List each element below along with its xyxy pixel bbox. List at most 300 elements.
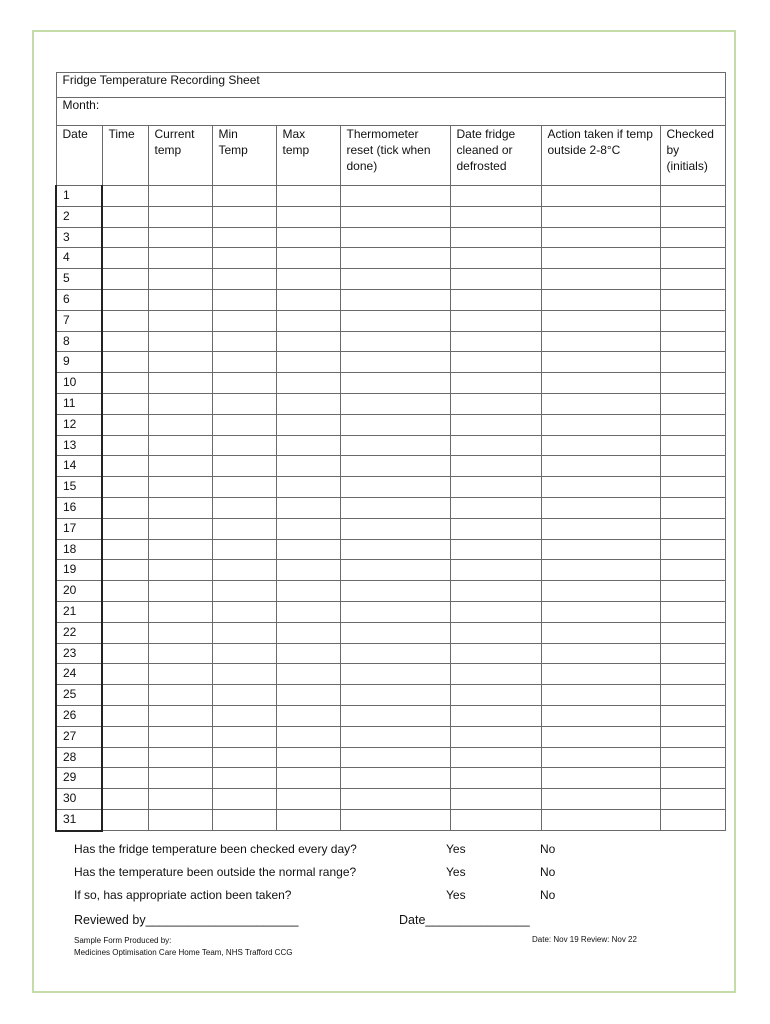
date-cleaned-cell[interactable]	[450, 206, 541, 227]
checked-by-cell[interactable]	[660, 393, 725, 414]
min-temp-cell[interactable]	[212, 186, 276, 207]
thermometer-reset-cell[interactable]	[340, 726, 450, 747]
time-cell[interactable]	[102, 414, 148, 435]
action-taken-cell[interactable]	[541, 331, 660, 352]
action-taken-cell[interactable]	[541, 352, 660, 373]
table-row	[56, 310, 725, 331]
checked-by-cell[interactable]	[660, 809, 725, 830]
time-cell[interactable]	[102, 560, 148, 581]
thermometer-reset-cell[interactable]	[340, 206, 450, 227]
question-text: Has the fridge temperature been checked every day?	[74, 842, 357, 856]
thermometer-reset-cell[interactable]	[340, 310, 450, 331]
checked-by-cell[interactable]	[660, 726, 725, 747]
date-cleaned-cell[interactable]	[450, 726, 541, 747]
min-temp-cell[interactable]	[212, 352, 276, 373]
thermometer-reset-cell[interactable]	[340, 269, 450, 290]
action-taken-cell[interactable]	[541, 789, 660, 810]
checked-by-cell[interactable]	[660, 789, 725, 810]
max-temp-cell[interactable]	[276, 622, 340, 643]
checked-by-cell[interactable]	[660, 518, 725, 539]
thermometer-reset-cell[interactable]	[340, 705, 450, 726]
max-temp-cell[interactable]	[276, 352, 340, 373]
action-taken-cell[interactable]	[541, 685, 660, 706]
min-temp-cell[interactable]	[212, 518, 276, 539]
current-temp-cell[interactable]	[148, 685, 212, 706]
checked-by-cell[interactable]	[660, 289, 725, 310]
max-temp-cell[interactable]	[276, 414, 340, 435]
date-cleaned-cell[interactable]	[450, 768, 541, 789]
min-temp-cell[interactable]	[212, 539, 276, 560]
day-number-cell: 19	[56, 560, 102, 581]
date-cleaned-cell[interactable]	[450, 747, 541, 768]
current-temp-cell[interactable]	[148, 622, 212, 643]
action-taken-cell[interactable]	[541, 310, 660, 331]
time-cell[interactable]	[102, 289, 148, 310]
current-temp-cell[interactable]	[148, 643, 212, 664]
date-cleaned-cell[interactable]	[450, 310, 541, 331]
table-row	[56, 664, 725, 685]
day-number-cell: 5	[56, 269, 102, 290]
no-option[interactable]: No	[540, 888, 556, 902]
max-temp-cell[interactable]	[276, 685, 340, 706]
max-temp-cell[interactable]	[276, 560, 340, 581]
min-temp-cell[interactable]	[212, 768, 276, 789]
table-row	[56, 186, 725, 207]
current-temp-cell[interactable]	[148, 768, 212, 789]
min-temp-cell[interactable]	[212, 227, 276, 248]
checked-by-cell[interactable]	[660, 331, 725, 352]
current-temp-cell[interactable]	[148, 789, 212, 810]
day-number-cell: 1	[56, 186, 102, 207]
time-cell[interactable]	[102, 456, 148, 477]
date-cleaned-cell[interactable]	[450, 664, 541, 685]
no-option[interactable]: No	[540, 865, 556, 879]
max-temp-cell[interactable]	[276, 664, 340, 685]
action-taken-cell[interactable]	[541, 497, 660, 518]
action-taken-cell[interactable]	[541, 705, 660, 726]
day-number-cell: 28	[56, 747, 102, 768]
thermometer-reset-cell[interactable]	[340, 497, 450, 518]
time-cell[interactable]	[102, 497, 148, 518]
day-number-cell: 9	[56, 352, 102, 373]
max-temp-cell[interactable]	[276, 456, 340, 477]
action-taken-cell[interactable]	[541, 560, 660, 581]
footer-produced-by: Sample Form Produced by:	[74, 936, 172, 945]
action-taken-cell[interactable]	[541, 269, 660, 290]
thermometer-reset-cell[interactable]	[340, 414, 450, 435]
max-temp-cell[interactable]	[276, 643, 340, 664]
action-taken-cell[interactable]	[541, 206, 660, 227]
min-temp-cell[interactable]	[212, 726, 276, 747]
action-taken-cell[interactable]	[541, 186, 660, 207]
date-cleaned-cell[interactable]	[450, 539, 541, 560]
column-header-thermometer-reset: Thermometer reset (tick when done)	[340, 126, 450, 186]
thermometer-reset-cell[interactable]	[340, 352, 450, 373]
min-temp-cell[interactable]	[212, 289, 276, 310]
date-cleaned-cell[interactable]	[450, 518, 541, 539]
thermometer-reset-cell[interactable]	[340, 435, 450, 456]
date-cleaned-cell[interactable]	[450, 331, 541, 352]
table-row	[56, 269, 725, 290]
action-taken-cell[interactable]	[541, 601, 660, 622]
time-cell[interactable]	[102, 581, 148, 602]
checked-by-cell[interactable]	[660, 664, 725, 685]
checked-by-cell[interactable]	[660, 248, 725, 269]
checked-by-cell[interactable]	[660, 560, 725, 581]
checked-by-cell[interactable]	[660, 601, 725, 622]
min-temp-cell[interactable]	[212, 206, 276, 227]
min-temp-cell[interactable]	[212, 685, 276, 706]
checked-by-cell[interactable]	[660, 206, 725, 227]
reviewed-by-line[interactable]: Reviewed by______________________	[74, 913, 299, 927]
min-temp-cell[interactable]	[212, 664, 276, 685]
checked-by-cell[interactable]	[660, 747, 725, 768]
day-number-cell: 23	[56, 643, 102, 664]
day-number-cell: 31	[56, 809, 102, 830]
question-action-taken	[74, 888, 674, 911]
min-temp-cell[interactable]	[212, 497, 276, 518]
current-temp-cell[interactable]	[148, 497, 212, 518]
thermometer-reset-cell[interactable]	[340, 393, 450, 414]
action-taken-cell[interactable]	[541, 581, 660, 602]
date-cleaned-cell[interactable]	[450, 393, 541, 414]
no-option[interactable]: No	[540, 842, 556, 856]
time-cell[interactable]	[102, 726, 148, 747]
current-temp-cell[interactable]	[148, 456, 212, 477]
max-temp-cell[interactable]	[276, 601, 340, 622]
current-temp-cell[interactable]	[148, 809, 212, 830]
date-cleaned-cell[interactable]	[450, 581, 541, 602]
max-temp-cell[interactable]	[276, 477, 340, 498]
review-date-line[interactable]: Date_______________	[399, 913, 530, 927]
column-header-checked-by: Checked by (initials)	[660, 126, 725, 186]
yes-option[interactable]: Yes	[446, 865, 466, 879]
current-temp-cell[interactable]	[148, 435, 212, 456]
time-cell[interactable]	[102, 643, 148, 664]
recording-sheet	[55, 72, 724, 832]
table-row	[56, 477, 725, 498]
date-cleaned-cell[interactable]	[450, 289, 541, 310]
action-taken-cell[interactable]	[541, 768, 660, 789]
time-cell[interactable]	[102, 789, 148, 810]
checked-by-cell[interactable]	[660, 227, 725, 248]
max-temp-cell[interactable]	[276, 227, 340, 248]
column-header-time: Time	[102, 126, 148, 186]
thermometer-reset-cell[interactable]	[340, 685, 450, 706]
current-temp-cell[interactable]	[148, 206, 212, 227]
time-cell[interactable]	[102, 331, 148, 352]
day-number-cell: 27	[56, 726, 102, 747]
time-cell[interactable]	[102, 705, 148, 726]
min-temp-cell[interactable]	[212, 789, 276, 810]
current-temp-cell[interactable]	[148, 705, 212, 726]
review-questions	[74, 842, 674, 911]
action-taken-cell[interactable]	[541, 726, 660, 747]
max-temp-cell[interactable]	[276, 768, 340, 789]
date-cleaned-cell[interactable]	[450, 248, 541, 269]
action-taken-cell[interactable]	[541, 227, 660, 248]
action-taken-cell[interactable]	[541, 289, 660, 310]
table-row	[56, 622, 725, 643]
thermometer-reset-cell[interactable]	[340, 477, 450, 498]
date-cleaned-cell[interactable]	[450, 414, 541, 435]
thermometer-reset-cell[interactable]	[340, 643, 450, 664]
thermometer-reset-cell[interactable]	[340, 248, 450, 269]
max-temp-cell[interactable]	[276, 248, 340, 269]
day-number-cell: 7	[56, 310, 102, 331]
action-taken-cell[interactable]	[541, 456, 660, 477]
action-taken-cell[interactable]	[541, 373, 660, 394]
min-temp-cell[interactable]	[212, 643, 276, 664]
current-temp-cell[interactable]	[148, 227, 212, 248]
current-temp-cell[interactable]	[148, 352, 212, 373]
max-temp-cell[interactable]	[276, 186, 340, 207]
min-temp-cell[interactable]	[212, 809, 276, 830]
yes-option[interactable]: Yes	[446, 888, 466, 902]
min-temp-cell[interactable]	[212, 560, 276, 581]
column-header-row	[56, 126, 725, 186]
time-cell[interactable]	[102, 393, 148, 414]
thermometer-reset-cell[interactable]	[340, 789, 450, 810]
table-row	[56, 352, 725, 373]
current-temp-cell[interactable]	[148, 393, 212, 414]
time-cell[interactable]	[102, 664, 148, 685]
current-temp-cell[interactable]	[148, 601, 212, 622]
max-temp-cell[interactable]	[276, 435, 340, 456]
thermometer-reset-cell[interactable]	[340, 539, 450, 560]
checked-by-cell[interactable]	[660, 477, 725, 498]
current-temp-cell[interactable]	[148, 373, 212, 394]
date-cleaned-cell[interactable]	[450, 789, 541, 810]
max-temp-cell[interactable]	[276, 726, 340, 747]
thermometer-reset-cell[interactable]	[340, 560, 450, 581]
date-cleaned-cell[interactable]	[450, 477, 541, 498]
time-cell[interactable]	[102, 435, 148, 456]
current-temp-cell[interactable]	[148, 414, 212, 435]
date-cleaned-cell[interactable]	[450, 269, 541, 290]
max-temp-cell[interactable]	[276, 373, 340, 394]
date-cleaned-cell[interactable]	[450, 809, 541, 830]
time-cell[interactable]	[102, 310, 148, 331]
thermometer-reset-cell[interactable]	[340, 331, 450, 352]
action-taken-cell[interactable]	[541, 248, 660, 269]
max-temp-cell[interactable]	[276, 705, 340, 726]
max-temp-cell[interactable]	[276, 809, 340, 830]
max-temp-cell[interactable]	[276, 206, 340, 227]
thermometer-reset-cell[interactable]	[340, 664, 450, 685]
current-temp-cell[interactable]	[148, 581, 212, 602]
date-cleaned-cell[interactable]	[450, 705, 541, 726]
current-temp-cell[interactable]	[148, 186, 212, 207]
action-taken-cell[interactable]	[541, 622, 660, 643]
time-cell[interactable]	[102, 601, 148, 622]
max-temp-cell[interactable]	[276, 581, 340, 602]
min-temp-cell[interactable]	[212, 477, 276, 498]
max-temp-cell[interactable]	[276, 331, 340, 352]
max-temp-cell[interactable]	[276, 269, 340, 290]
thermometer-reset-cell[interactable]	[340, 456, 450, 477]
min-temp-cell[interactable]	[212, 456, 276, 477]
min-temp-cell[interactable]	[212, 248, 276, 269]
day-number-cell: 24	[56, 664, 102, 685]
thermometer-reset-cell[interactable]	[340, 518, 450, 539]
checked-by-cell[interactable]	[660, 352, 725, 373]
min-temp-cell[interactable]	[212, 705, 276, 726]
min-temp-cell[interactable]	[212, 747, 276, 768]
checked-by-cell[interactable]	[660, 539, 725, 560]
column-header-date: Date	[56, 126, 102, 186]
checked-by-cell[interactable]	[660, 643, 725, 664]
date-cleaned-cell[interactable]	[450, 352, 541, 373]
time-cell[interactable]	[102, 186, 148, 207]
current-temp-cell[interactable]	[148, 289, 212, 310]
max-temp-cell[interactable]	[276, 747, 340, 768]
time-cell[interactable]	[102, 622, 148, 643]
time-cell[interactable]	[102, 685, 148, 706]
table-row	[56, 789, 725, 810]
min-temp-cell[interactable]	[212, 331, 276, 352]
current-temp-cell[interactable]	[148, 518, 212, 539]
time-cell[interactable]	[102, 352, 148, 373]
checked-by-cell[interactable]	[660, 414, 725, 435]
day-number-cell: 4	[56, 248, 102, 269]
thermometer-reset-cell[interactable]	[340, 581, 450, 602]
min-temp-cell[interactable]	[212, 622, 276, 643]
checked-by-cell[interactable]	[660, 269, 725, 290]
checked-by-cell[interactable]	[660, 373, 725, 394]
thermometer-reset-cell[interactable]	[340, 289, 450, 310]
yes-option[interactable]: Yes	[446, 842, 466, 856]
checked-by-cell[interactable]	[660, 310, 725, 331]
time-cell[interactable]	[102, 269, 148, 290]
thermometer-reset-cell[interactable]	[340, 747, 450, 768]
min-temp-cell[interactable]	[212, 601, 276, 622]
min-temp-cell[interactable]	[212, 414, 276, 435]
time-cell[interactable]	[102, 206, 148, 227]
checked-by-cell[interactable]	[660, 768, 725, 789]
action-taken-cell[interactable]	[541, 643, 660, 664]
date-cleaned-cell[interactable]	[450, 186, 541, 207]
table-row	[56, 809, 725, 830]
date-cleaned-cell[interactable]	[450, 373, 541, 394]
time-cell[interactable]	[102, 768, 148, 789]
max-temp-cell[interactable]	[276, 789, 340, 810]
table-row	[56, 747, 725, 768]
max-temp-cell[interactable]	[276, 393, 340, 414]
column-header-current-temp: Current temp	[148, 126, 212, 186]
day-number-cell: 26	[56, 705, 102, 726]
date-cleaned-cell[interactable]	[450, 643, 541, 664]
time-cell[interactable]	[102, 248, 148, 269]
current-temp-cell[interactable]	[148, 747, 212, 768]
table-row	[56, 393, 725, 414]
max-temp-cell[interactable]	[276, 289, 340, 310]
action-taken-cell[interactable]	[541, 414, 660, 435]
thermometer-reset-cell[interactable]	[340, 227, 450, 248]
table-row	[56, 414, 725, 435]
action-taken-cell[interactable]	[541, 477, 660, 498]
date-cleaned-cell[interactable]	[450, 456, 541, 477]
min-temp-cell[interactable]	[212, 581, 276, 602]
thermometer-reset-cell[interactable]	[340, 601, 450, 622]
time-cell[interactable]	[102, 477, 148, 498]
action-taken-cell[interactable]	[541, 747, 660, 768]
min-temp-cell[interactable]	[212, 393, 276, 414]
month-field[interactable]: Month:	[56, 98, 725, 126]
action-taken-cell[interactable]	[541, 518, 660, 539]
action-taken-cell[interactable]	[541, 809, 660, 830]
current-temp-cell[interactable]	[148, 269, 212, 290]
time-cell[interactable]	[102, 227, 148, 248]
table-row	[56, 435, 725, 456]
max-temp-cell[interactable]	[276, 539, 340, 560]
current-temp-cell[interactable]	[148, 248, 212, 269]
action-taken-cell[interactable]	[541, 664, 660, 685]
table-row	[56, 456, 725, 477]
action-taken-cell[interactable]	[541, 393, 660, 414]
date-cleaned-cell[interactable]	[450, 435, 541, 456]
thermometer-reset-cell[interactable]	[340, 186, 450, 207]
time-cell[interactable]	[102, 539, 148, 560]
min-temp-cell[interactable]	[212, 310, 276, 331]
current-temp-cell[interactable]	[148, 477, 212, 498]
thermometer-reset-cell[interactable]	[340, 809, 450, 830]
current-temp-cell[interactable]	[148, 310, 212, 331]
current-temp-cell[interactable]	[148, 664, 212, 685]
current-temp-cell[interactable]	[148, 331, 212, 352]
thermometer-reset-cell[interactable]	[340, 768, 450, 789]
checked-by-cell[interactable]	[660, 497, 725, 518]
table-row	[56, 601, 725, 622]
current-temp-cell[interactable]	[148, 539, 212, 560]
time-cell[interactable]	[102, 518, 148, 539]
day-number-cell: 6	[56, 289, 102, 310]
table-row	[56, 768, 725, 789]
date-cleaned-cell[interactable]	[450, 622, 541, 643]
min-temp-cell[interactable]	[212, 435, 276, 456]
checked-by-cell[interactable]	[660, 456, 725, 477]
table-row	[56, 289, 725, 310]
checked-by-cell[interactable]	[660, 186, 725, 207]
min-temp-cell[interactable]	[212, 269, 276, 290]
date-cleaned-cell[interactable]	[450, 560, 541, 581]
footer-dates: Date: Nov 19 Review: Nov 22	[532, 935, 637, 944]
time-cell[interactable]	[102, 747, 148, 768]
time-cell[interactable]	[102, 809, 148, 830]
day-number-cell: 10	[56, 373, 102, 394]
time-cell[interactable]	[102, 373, 148, 394]
current-temp-cell[interactable]	[148, 560, 212, 581]
min-temp-cell[interactable]	[212, 373, 276, 394]
action-taken-cell[interactable]	[541, 435, 660, 456]
checked-by-cell[interactable]	[660, 622, 725, 643]
action-taken-cell[interactable]	[541, 539, 660, 560]
checked-by-cell[interactable]	[660, 581, 725, 602]
thermometer-reset-cell[interactable]	[340, 373, 450, 394]
current-temp-cell[interactable]	[148, 726, 212, 747]
max-temp-cell[interactable]	[276, 518, 340, 539]
checked-by-cell[interactable]	[660, 705, 725, 726]
date-cleaned-cell[interactable]	[450, 497, 541, 518]
max-temp-cell[interactable]	[276, 497, 340, 518]
thermometer-reset-cell[interactable]	[340, 622, 450, 643]
date-cleaned-cell[interactable]	[450, 685, 541, 706]
checked-by-cell[interactable]	[660, 435, 725, 456]
date-cleaned-cell[interactable]	[450, 601, 541, 622]
max-temp-cell[interactable]	[276, 310, 340, 331]
checked-by-cell[interactable]	[660, 685, 725, 706]
date-cleaned-cell[interactable]	[450, 227, 541, 248]
